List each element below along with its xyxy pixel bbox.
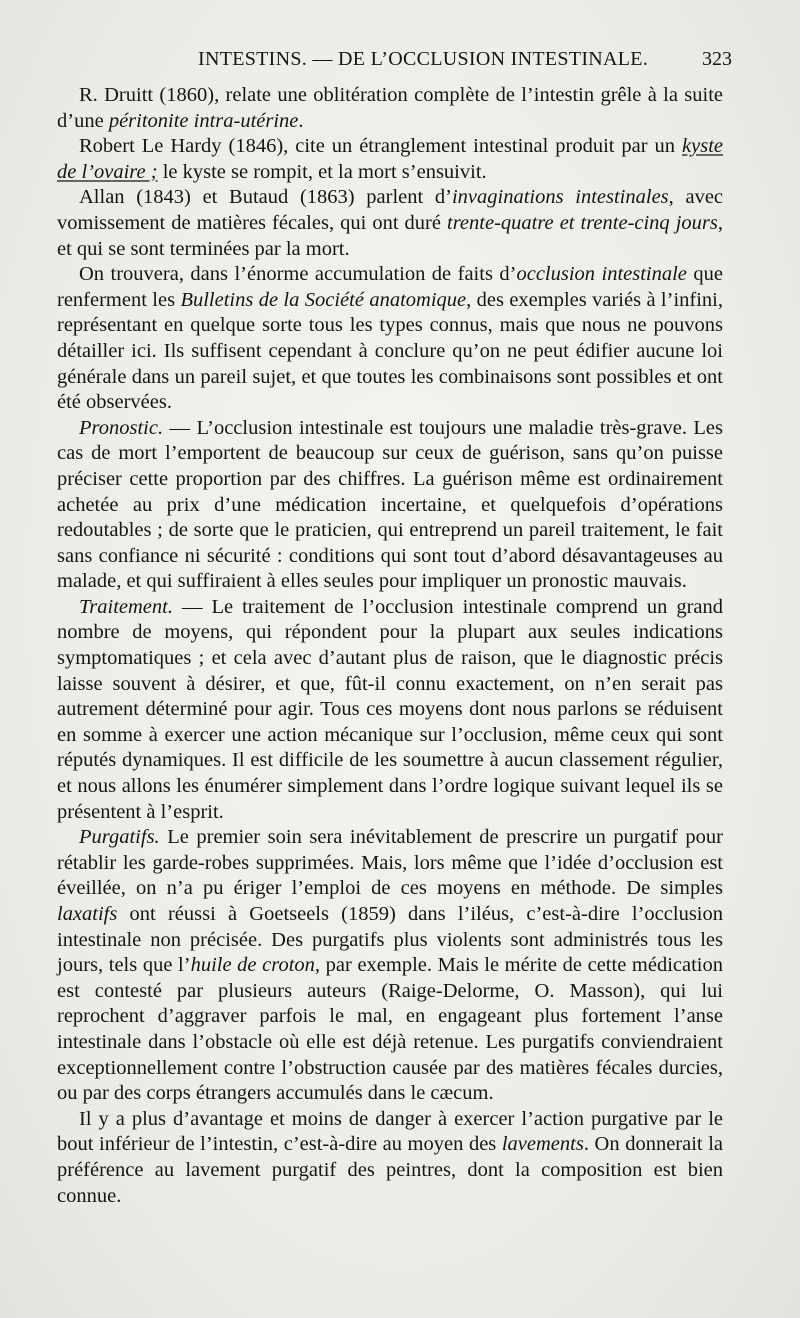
text-run: , par exemple. Mais le mérite de cette médication est contesté par plusieurs auteurs (Raige-Delorme, O. Masson), qui lui reprochent d’aggraver parfois le mal, en engageant plus fortement l’anse intestinale dans l’obstacle où elle est déjà retenue. Les purgatifs conviendraient exceptionnellement contre l’obstruction causée par des matières fécales durcies, ou par des corps étrangers accumulés dans le cæcum.: [57, 954, 723, 1105]
running-header: [60, 44, 732, 76]
text-run: ont réussi à Goetseels (1859) dans l’iléus, c’est-à-dire l’occlusion intestinale non précisée. Des purgatifs plus violents sont administrés tous les jours, tels que l’: [57, 903, 723, 977]
paragraph: [57, 825, 723, 1107]
text-run: , avec vomissement de matières fécales, qui ont duré: [57, 186, 724, 234]
italic-text: kyste de l’ovaire ;: [57, 135, 723, 183]
text-run: Allan (1843) et Butaud (1863) parlent d’: [79, 186, 452, 209]
italic-text: péritonite intra-utérine: [108, 109, 299, 132]
page-number: 323: [702, 48, 732, 70]
text-run: , des exemples variés à l’infini, représentant en quelque sorte tous les types connus, mais que nous ne pouvons détailler ici. Ils suffisent cependant à conclure qu’on ne peut édifier aucune loi générale dans un pareil sujet, et que toutes les combinaisons sont possibles et ont été observées.: [57, 288, 723, 414]
italic-text: occlusion intestinale: [516, 263, 687, 286]
paragraph: [57, 83, 723, 134]
text-run: — L’occlusion intestinale est toujours une maladie très-grave. Les cas de mort l’emportent de beaucoup sur ceux de guérison, sans qu’on puisse préciser cette proportion par des chiffres. La guérison même est ordinairement achetée au prix d’une médication incertaine, et quelquefois d’opérations redoutables ; de sorte que le praticien, qui entreprend un pareil traitement, le fait sans confiance ni sécurité : conditions qui sont tout d’abord désavantageuses au malade, et qui suffiraient à elles seules pour impliquer un pronostic mauvais.: [57, 416, 723, 593]
text-run: , et qui se sont terminées par la mort.: [57, 211, 723, 260]
text-run: Il y a plus d’avantage et moins de danger à exercer l’action purgative par le bout inférieur de l’intestin, c’est-à-dire au moyen des: [57, 1107, 723, 1156]
italic-text: lavements: [501, 1133, 584, 1156]
italic-text: Bulletins de la Société anatomique: [180, 288, 467, 311]
paragraph: [57, 595, 723, 825]
text-run: Robert Le Hardy (1846), cite un étranglement intestinal produit par un: [79, 135, 683, 158]
body-text: [57, 83, 723, 1209]
italic-text: trente-quatre et trente-cinq jours: [447, 211, 718, 234]
text-run: . On donnerait la préférence au lavement purgatif des peintres, dont la composition est bien connue.: [57, 1133, 723, 1207]
text-run: On trouvera, dans l’énorme accumulation de faits d’: [79, 263, 517, 286]
italic-text: Pronostic.: [79, 416, 164, 439]
paragraph: [57, 1107, 723, 1209]
text-run: .: [298, 109, 304, 132]
italic-text: huile de croton: [190, 954, 315, 977]
italic-text: invaginations intestinales: [451, 186, 669, 209]
italic-text: Purgatifs.: [79, 826, 160, 849]
paragraph: [57, 185, 723, 262]
italic-text: laxatifs: [57, 903, 118, 925]
paragraph: [57, 262, 723, 416]
text-run: Le premier soin sera inévitablement de prescrire un purgatif pour rétablir les garde-robes supprimées. Mais, lors même que l’idée d’occlusion est éveillée, on n’a pu ériger l’emploi de ces moyens en méthode. De simples: [57, 826, 723, 900]
text-run: que renferment les: [57, 263, 723, 311]
text-run: R. Druitt (1860), relate une oblitération complète de l’intestin grêle à la suite d’une: [57, 84, 723, 132]
paragraph: [57, 416, 723, 595]
paragraph: [57, 134, 723, 185]
running-title: INTESTINS. — DE L’OCCLUSION INTESTINALE.: [198, 48, 649, 70]
italic-text: Traitement.: [79, 595, 173, 618]
text-run: le kyste se rompit, et la mort s’ensuivit.: [157, 160, 487, 183]
text-run: — Le traitement de l’occlusion intestinale comprend un grand nombre de moyens, qui répondent pour la plupart aux seules indications symptomatiques ; et cela avec d’autant plus de raison, que le diagnostic précis laisse souvent à désirer, et que, fût-il connu exactement, on n’en serait pas autrement déterminé pour agir. Tous ces moyens dont nous parlons se réduisent en somme à exercer une action mécanique sur l’occlusion, même ceux qui sont réputés dynamiques. Il est difficile de les soumettre à aucun classement régulier, et nous allons les énumérer simplement dans l’ordre logique suivant lequel ils se présentent à l’esprit.: [57, 595, 723, 823]
